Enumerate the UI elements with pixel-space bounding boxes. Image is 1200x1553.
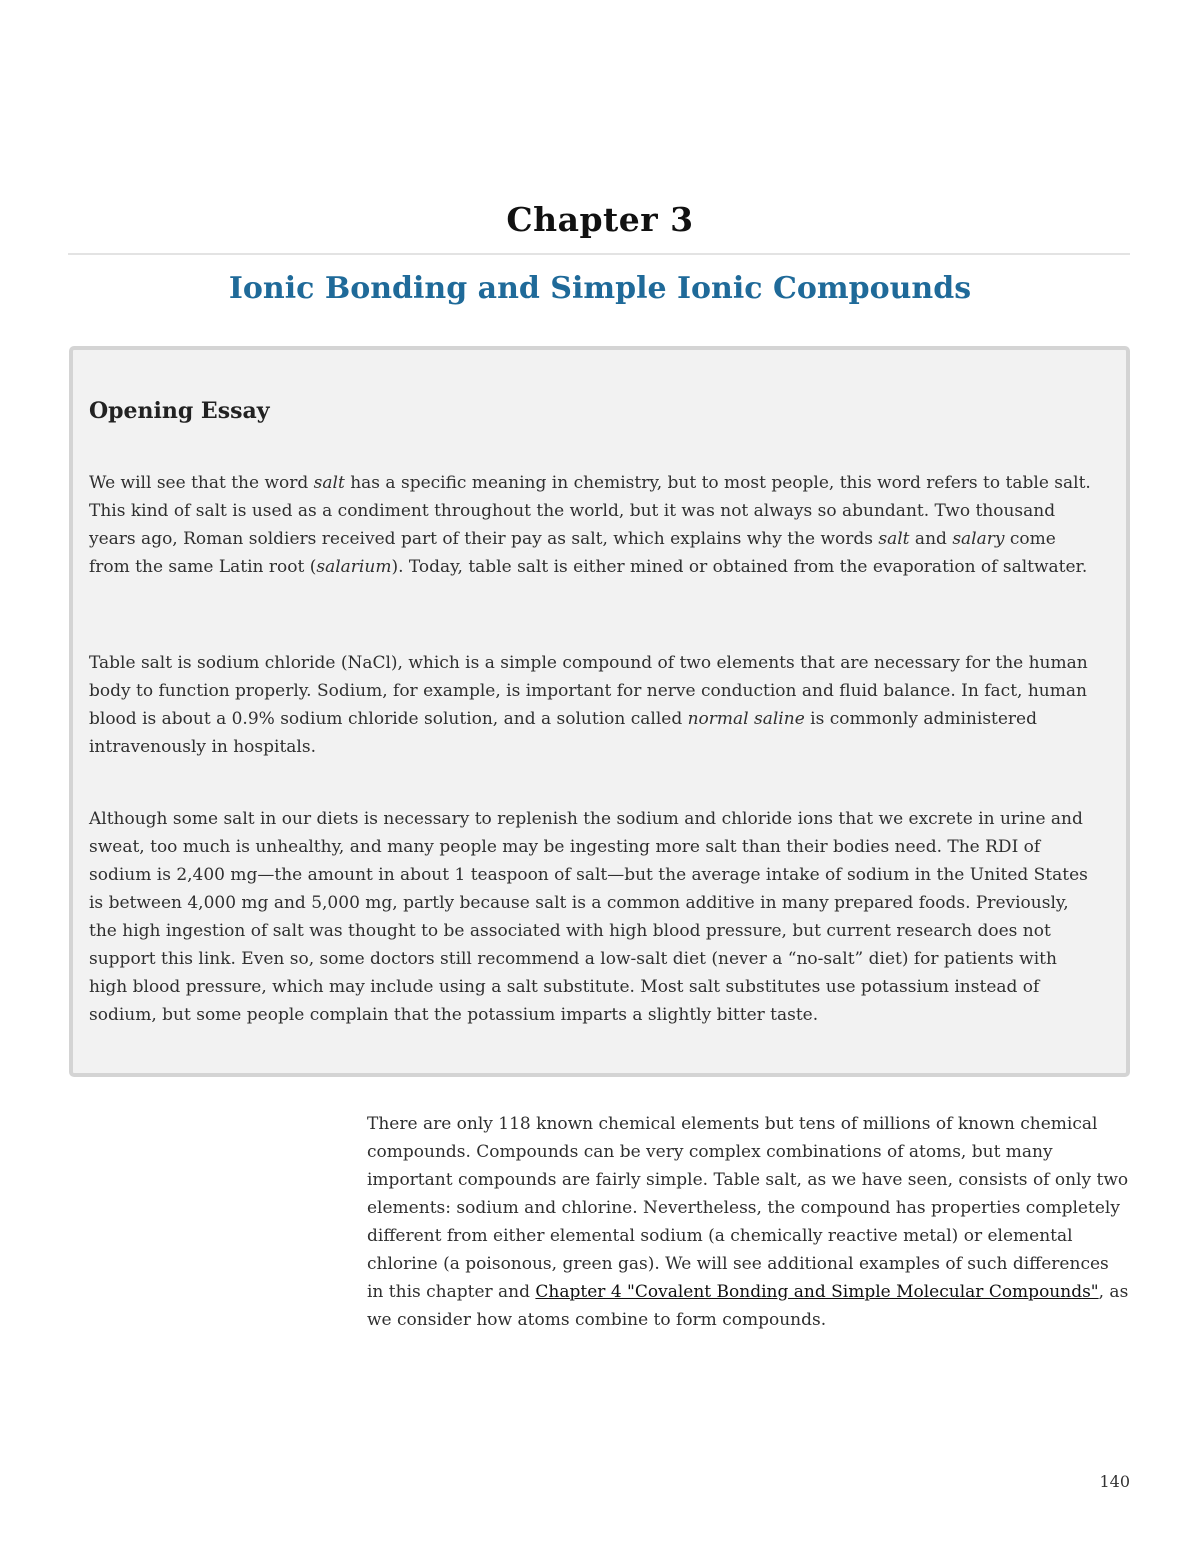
text-run: , as we consider how atoms combine to form compounds.: [367, 1282, 1129, 1330]
intro-paragraph: [367, 1110, 1130, 1334]
term-salt: salt: [313, 473, 345, 493]
chapter-4-link[interactable]: Chapter 4 "Covalent Bonding and Simple Molecular Compounds": [535, 1282, 1099, 1302]
text-run: We will see that the word: [89, 473, 314, 493]
chapter-divider: [68, 253, 1130, 255]
text-run: is commonly administered intravenously in hospitals.: [89, 709, 1038, 757]
text-run: There are only 118 known chemical elements but tens of millions of known chemical compounds. Compounds can be very complex combinations of atoms, but many important compounds are fairly simple. Table salt, as we have seen, consists of only two elements: sodium and chlorine. Nevertheless, the compound has properties completely different from either elemental sodium (a chemically reactive metal) or elemental chlorine (a poisonous, green gas). We will see additional examples of such differences in this chapter and: [367, 1114, 1129, 1302]
term-salt: salt: [878, 529, 910, 549]
essay-paragraph-1: [89, 469, 1099, 581]
chapter-label: Chapter 3: [506, 200, 694, 239]
opening-essay-box: [69, 346, 1130, 1077]
text-run: come from the same Latin root (: [89, 529, 1056, 577]
text-run: and: [909, 529, 953, 549]
essay-paragraph-2: [89, 649, 1099, 761]
text-run: has a specific meaning in chemistry, but to most people, this word refers to table salt. This kind of salt is used as a condiment throughout the world, but it was not always so abundant. Two thousand years ago, Roman soldiers received part of their pay as salt, which explains why the words: [89, 473, 1091, 549]
text-run: Table salt is sodium chloride (NaCl), which is a simple compound of two elements that are necessary for the human body to function properly. Sodium, for example, is important for nerve conduction and fluid balance. In fact, human blood is about a 0.9% sodium chloride solution, and a solution called: [89, 653, 1088, 729]
text-run: ). Today, table salt is either mined or obtained from the evaporation of saltwater.: [391, 557, 1088, 577]
term-salarium: salarium: [316, 557, 392, 577]
page-number: 140: [1099, 1472, 1130, 1491]
term-normal-saline: normal saline: [687, 709, 805, 729]
essay-paragraph-3: Although some salt in our diets is necessary to replenish the sodium and chloride ions that we excrete in urine and sweat, too much is unhealthy, and many people may be ingesting more salt than their bodies need. The RDI of sodium is 2,400 mg—the amount in about 1 teaspoon of salt—but the average intake of sodium in the United States is between 4,000 mg and 5,000 mg, partly because salt is a common additive in many prepared foods. Previously, the high ingestion of salt was thought to be associated with high blood pressure, but current research does not support this link. Even so, some doctors still recommend a low-salt diet (never a “no-salt” diet) for patients with high blood pressure, which may include using a salt substitute. Most salt substitutes use potassium instead of sodium, but some people complain that the potassium imparts a slightly bitter taste.: [89, 809, 1088, 1025]
chapter-title: Ionic Bonding and Simple Ionic Compounds: [228, 271, 972, 306]
essay-heading: Opening Essay: [89, 398, 270, 424]
term-salary: salary: [952, 529, 1005, 549]
